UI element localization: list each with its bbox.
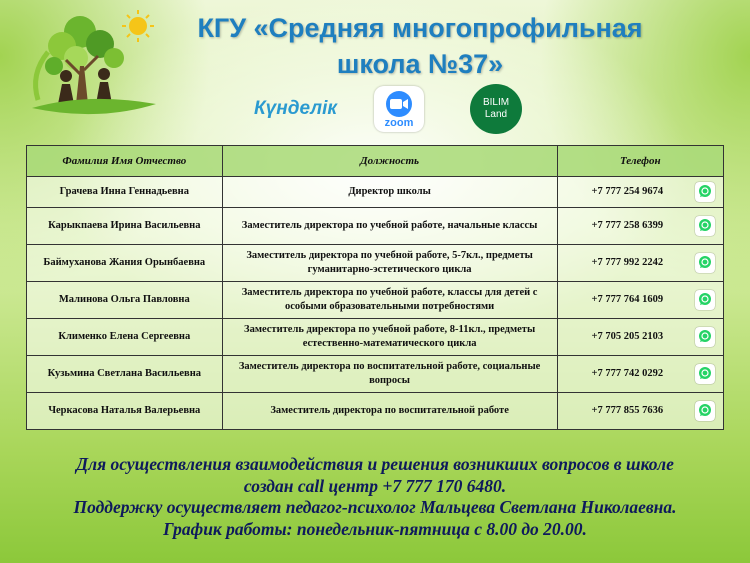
staff-name: Грачева Инна Геннадьевна [27, 177, 223, 208]
staff-position: Заместитель директора по воспитательной работе, социальные вопросы [222, 356, 557, 393]
table-row [27, 319, 724, 356]
staff-phone-cell [557, 177, 723, 208]
land-label: Land [484, 109, 508, 120]
staff-phone[interactable]: +7 777 764 1609 [591, 294, 664, 305]
staff-position: Заместитель директора по воспитательной работе [222, 393, 557, 430]
staff-phone-cell [557, 208, 723, 245]
footer-line-1: Для осуществления взаимодействия и решения возникших вопросов в школе [76, 454, 674, 474]
staff-name: Баймуханова Жания Орынбаевна [27, 245, 223, 282]
page-title [180, 10, 660, 82]
table-row [27, 208, 724, 245]
table-header-row [27, 146, 724, 177]
kundelik-logo: Күнделік [254, 98, 337, 119]
staff-phone[interactable]: +7 777 258 6399 [591, 220, 664, 231]
staff-phone[interactable]: +7 777 742 0292 [591, 368, 664, 379]
staff-name: Клименко Елена Сергеевна [27, 319, 223, 356]
whatsapp-icon[interactable] [695, 364, 715, 384]
zoom-label: zoom [384, 117, 414, 129]
staff-phone[interactable]: +7 777 992 2242 [591, 257, 664, 268]
footer-line-2: создан call центр +7 777 170 6480. [243, 475, 507, 496]
whatsapp-icon[interactable] [695, 216, 715, 236]
bilimland-logo [470, 84, 522, 134]
footer-line-3: Поддержку осуществляет педагог-психолог Мальцева Светлана Николаевна. [73, 497, 677, 517]
staff-phone[interactable]: +7 777 855 7636 [591, 405, 664, 416]
footer-info [0, 454, 750, 540]
staff-phone-cell [557, 393, 723, 430]
bilim-label: BILIM [482, 97, 510, 108]
header-phone: Телефон [557, 146, 723, 177]
staff-name: Малинова Ольга Павловна [27, 282, 223, 319]
staff-phone-cell [557, 319, 723, 356]
staff-name: Карыкпаева Ирина Васильевна [27, 208, 223, 245]
table-row [27, 177, 724, 208]
staff-position: Директор школы [222, 177, 557, 208]
staff-name: Черкасова Наталья Валерьевна [27, 393, 223, 430]
footer-line-4: График работы: понедельник-пятница с 8.00 до 20.00. [163, 518, 587, 539]
staff-position: Заместитель директора по учебной работе, 5-7кл., предметы гуманитарно-эстетического цикла [222, 245, 557, 282]
whatsapp-icon[interactable] [695, 182, 715, 202]
staff-position: Заместитель директора по учебной работе, начальные классы [222, 208, 557, 245]
app-logos [0, 86, 750, 134]
staff-table [26, 145, 724, 430]
whatsapp-icon[interactable] [695, 253, 715, 273]
table-row [27, 245, 724, 282]
title-line-1: КГУ «Средняя многопрофильная [197, 13, 643, 43]
staff-position: Заместитель директора по учебной работе, 8-11кл., предметы естественно-математического цикла [222, 319, 557, 356]
table-row [27, 282, 724, 319]
staff-phone-cell [557, 356, 723, 393]
whatsapp-icon[interactable] [695, 401, 715, 421]
staff-position: Заместитель директора по учебной работе, классы для детей с особыми образовательными потребностями [222, 282, 557, 319]
whatsapp-icon[interactable] [695, 290, 715, 310]
table-row [27, 393, 724, 430]
header-position: Должность [222, 146, 557, 177]
whatsapp-icon[interactable] [695, 327, 715, 347]
table-row [27, 356, 724, 393]
staff-name: Кузьмина Светлана Васильевна [27, 356, 223, 393]
zoom-logo [374, 86, 424, 132]
title-line-2: школа №37» [336, 49, 504, 79]
staff-phone-cell [557, 245, 723, 282]
staff-phone[interactable]: +7 777 254 9674 [591, 186, 664, 197]
header-name: Фамилия Имя Отчество [27, 146, 223, 177]
staff-phone-cell [557, 282, 723, 319]
staff-phone[interactable]: +7 705 205 2103 [591, 331, 664, 342]
